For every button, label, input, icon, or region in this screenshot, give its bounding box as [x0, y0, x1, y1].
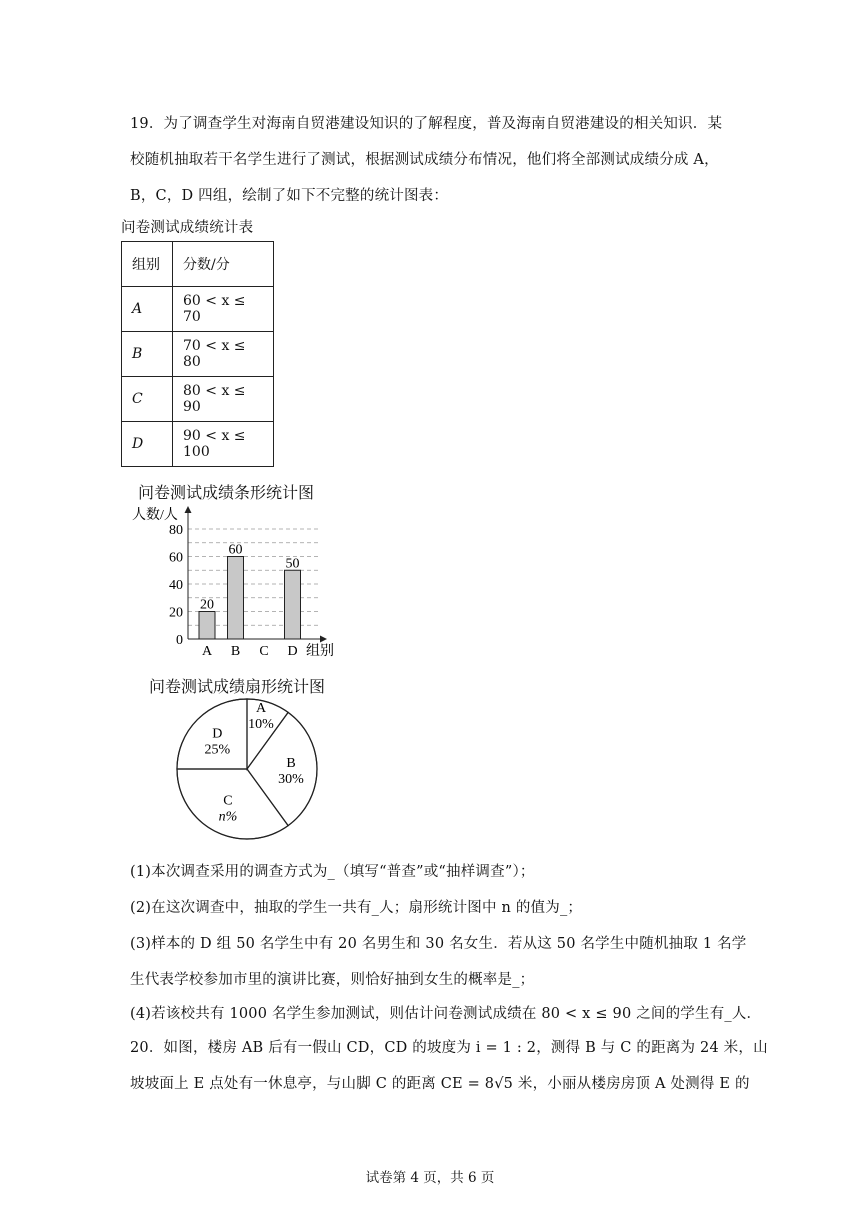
- pie-label-D: D: [212, 726, 223, 742]
- q20-line-2: 坡坡面上 E 点处有一休息亭，与山脚 C 的距离 CE = 8√5 米，小丽从楼房房顶 A 处测得 E 的: [130, 1076, 750, 1092]
- bar-x-axis-arrow: [320, 636, 327, 643]
- pie-value-C: n%: [218, 809, 238, 825]
- bar-y-axis-label: 人数/人: [132, 508, 178, 523]
- pie-value-D: 25%: [204, 742, 231, 758]
- q19-sub-3b: 生代表学校参加市里的演讲比赛，则恰好抽到女生的概率是_；: [130, 972, 535, 988]
- score-table: [121, 241, 274, 467]
- bar-data-label: 50: [285, 556, 300, 572]
- bar-y-tick-label: 20: [169, 605, 183, 621]
- table-cell-range: 60 < x ≤ 70: [173, 287, 274, 332]
- pie-value-A: 10%: [248, 717, 274, 732]
- bar-y-tick-label: 0: [176, 633, 183, 648]
- table-row: [122, 287, 274, 332]
- table-cell-group: D: [122, 422, 173, 467]
- table-row: [122, 332, 274, 377]
- table-cell-group: C: [122, 377, 173, 422]
- bar-x-axis-label: 组别: [306, 644, 334, 659]
- bar-category-label: C: [259, 644, 269, 659]
- bar-A: [199, 612, 215, 640]
- bar-x-ticks: [202, 644, 298, 659]
- pie-label-A: A: [255, 701, 267, 716]
- bar-B: [228, 557, 244, 640]
- q19-sub-1: (1)本次调查采用的调查方式为_（填写“普查”或“抽样调查”）；: [130, 864, 535, 880]
- pie-label-C: C: [223, 793, 233, 809]
- table-cell-range: 90 < x ≤ 100: [173, 422, 274, 467]
- table-header-row: [122, 242, 274, 287]
- bar-category-label: B: [230, 644, 241, 659]
- table-row: [122, 377, 274, 422]
- q20-line-1: 20．如图，楼房 AB 后有一假山 CD，CD 的坡度为 i = 1 : 2，测得 B 与 C 的距离为 24 米，山: [130, 1040, 768, 1056]
- q19-line-2: 校随机抽取若干名学生进行了测试，根据测试成绩分布情况，他们将全部测试成绩分成 A，: [130, 152, 719, 168]
- q19-line-1: 19．为了调查学生对海南自贸港建设知识的了解程度，普及海南自贸港建设的相关知识．某: [130, 116, 723, 132]
- table-title: 问卷测试成绩统计表: [121, 220, 254, 236]
- table-cell-range: 70 < x ≤ 80: [173, 332, 274, 377]
- q19-sub-3a: (3)样本的 D 组 50 名学生中有 20 名男生和 30 名女生．若从这 50 名学生中随机抽取 1 名学: [130, 936, 747, 952]
- table-cell-group: A: [122, 287, 173, 332]
- pie-chart: [170, 694, 330, 844]
- table-cell-range: 80 < x ≤ 90: [173, 377, 274, 422]
- q19-line-3: B，C，D 四组，绘制了如下不完整的统计图表：: [130, 188, 449, 204]
- page-footer: 试卷第 4 页，共 6 页: [365, 1170, 495, 1186]
- bar-y-axis-arrow: [185, 506, 192, 513]
- bar-y-tick-label: 80: [169, 523, 183, 538]
- bar-category-label: A: [201, 644, 213, 659]
- bar-y-tick-label: 40: [169, 578, 183, 593]
- bar-D: [285, 570, 301, 639]
- bar-category-label: D: [287, 644, 298, 659]
- pie-slices: [177, 699, 317, 839]
- q19-sub-4: (4)若该校共有 1000 名学生参加测试，则估计问卷测试成绩在 80 < x ≤ 90 之间的学生有_人．: [130, 1006, 762, 1022]
- table-cell-group: B: [122, 332, 173, 377]
- bar-series: [199, 543, 301, 640]
- bar-chart-title: 问卷测试成绩条形统计图: [138, 483, 315, 502]
- pie-label-B: B: [286, 756, 296, 771]
- table-header-cell: 分数/分: [173, 242, 274, 287]
- bar-chart: [120, 500, 350, 660]
- bar-y-tick-label: 60: [169, 550, 183, 566]
- q19-sub-2: (2)在这次调查中，抽取的学生一共有_人；扇形统计图中 n 的值为_；: [130, 900, 583, 916]
- table-header-cell: 组别: [122, 242, 173, 287]
- bar-y-ticks: [169, 523, 183, 648]
- pie-value-B: 30%: [278, 772, 304, 787]
- pie-chart-title: 问卷测试成绩扇形统计图: [149, 677, 326, 696]
- bar-data-label: 60: [228, 542, 243, 558]
- table-row: [122, 422, 274, 467]
- bar-data-label: 20: [200, 597, 214, 613]
